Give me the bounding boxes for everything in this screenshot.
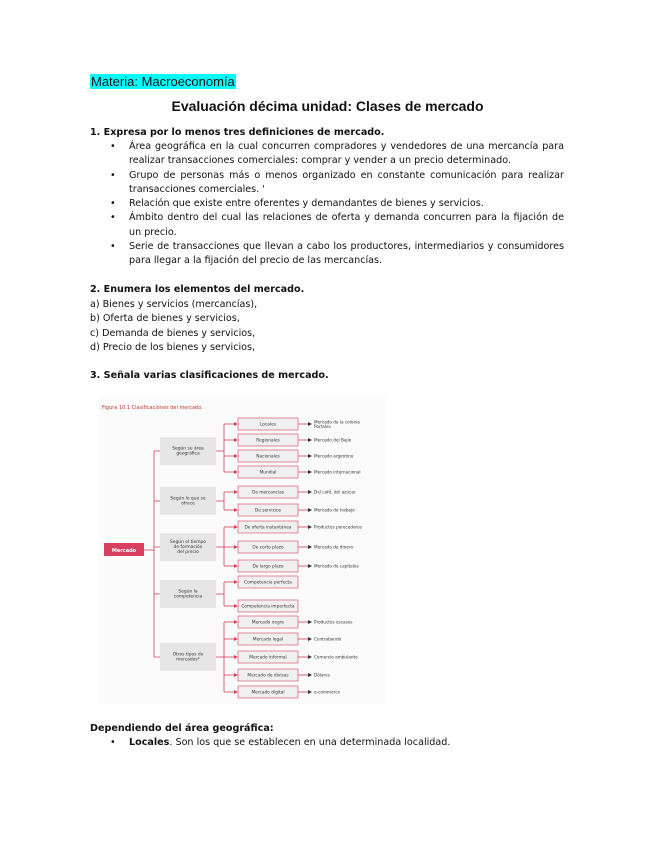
list-item: • Serie de transacciones que llevan a cabo los productores, intermediarios y consumidores para llegar a la fijación del precio de las mercancías. — [110, 241, 564, 267]
example-label: Productos escasos — [314, 619, 353, 625]
bullet-icon: • — [110, 198, 116, 210]
example-label: Mercado internacional — [314, 469, 361, 475]
category-label: Locales — [259, 422, 277, 428]
definitions-list — [90, 140, 564, 269]
group-label: Según la competencia — [173, 589, 203, 600]
category-label: Regionales — [256, 438, 280, 444]
example-label: Mercado de dinero — [314, 544, 354, 550]
list-item: c) Demanda de bienes y servicios, — [90, 327, 256, 339]
term-locales: Locales — [129, 737, 170, 748]
term-description: . Son los que se establecen en una determinada localidad. — [169, 737, 451, 748]
bullet-icon: • — [110, 737, 116, 748]
group-label: Según su área geográfica — [172, 446, 204, 457]
subject-label: Materia: Macroeconomía — [91, 74, 235, 89]
bullet-icon: • — [110, 212, 116, 224]
category-label: De largo plazo — [252, 564, 284, 570]
list-item — [90, 736, 564, 750]
market-classification-figure — [98, 396, 386, 704]
example-label: Comercio ambulante — [314, 654, 358, 660]
list-item: d) Precio de los bienes y servicios, — [90, 341, 256, 353]
category-label: Mercado de divisas — [247, 673, 289, 679]
bullet-icon: • — [110, 141, 116, 152]
category-label: Mercado digital — [251, 690, 285, 696]
elements-list — [90, 298, 257, 355]
list-item: • Ámbito dentro del cual las relaciones de oferta y demanda concurren para la fijación de un precio. — [110, 212, 564, 238]
example-label: e-commerce — [314, 689, 341, 695]
example-label: Mercado de capitales — [314, 563, 359, 569]
category-label: De servicios — [254, 508, 282, 514]
category-label: De corto plazo — [252, 545, 284, 551]
category-label: Mundial — [259, 470, 277, 476]
bullet-icon: • — [110, 169, 116, 181]
example-label: Mercado de la colonia Portales — [314, 419, 360, 429]
page-title: Evaluación décima unidad: Clases de mercado — [171, 98, 484, 114]
example-label: Del café, del azúcar — [314, 489, 356, 495]
figure-caption: Figura 10.1 Clasificaciones del mercado. — [102, 405, 203, 411]
group-label: Según lo que se ofrece — [170, 496, 206, 507]
geographic-area-heading: Dependiendo del área geográfica: — [90, 723, 274, 734]
group-label: Otros tipos de mercados* — [172, 652, 204, 663]
root-label: Mercado — [111, 548, 137, 554]
question-2-heading: 2. Enumera los elementos del mercado. — [90, 284, 305, 295]
category-label: Mercado negro — [251, 620, 285, 626]
list-item: • Grupo de personas más o menos organizado en constante comunicación para realizar transacciones comerciales. ' — [110, 169, 564, 195]
category-label: Nacionales — [256, 454, 280, 460]
category-label: Competencia perfecta — [244, 580, 292, 586]
list-item: a) Bienes y servicios (mercancías), — [90, 299, 258, 310]
category-label: De mercancías — [252, 490, 284, 496]
example-label: Mercado de trabajo — [314, 507, 355, 513]
category-label: De oferta instantánea — [244, 525, 292, 531]
category-label: Mercado informal — [249, 655, 287, 661]
list-item: • Relación que existe entre oferentes y demandantes de bienes y servicios. — [90, 197, 564, 211]
list-item: • Área geográfica en la cual concurren compradores y vendedores de una mercancía para realizar transacciones comerciales: comprar y vender a un precio determinado. — [110, 141, 564, 167]
example-label: Contrabando — [314, 636, 342, 642]
bullet-icon: • — [110, 241, 116, 253]
geographic-area-list — [90, 736, 564, 750]
question-3-heading: 3. Señala varias clasificaciones de mercado. — [90, 370, 329, 381]
list-item: b) Oferta de bienes y servicios, — [90, 313, 240, 325]
question-1-heading: 1. Expresa por lo menos tres definiciones de mercado. — [90, 127, 385, 138]
example-label: Dólares — [314, 672, 330, 678]
example-label: Productos perecederos — [314, 524, 362, 530]
group-label: Según el tiempo de formación del precio — [170, 540, 206, 555]
example-label: Mercado argentino — [314, 453, 354, 459]
example-label: Mercado del Bajío — [314, 437, 352, 443]
category-label: Competencia imperfecta — [241, 604, 295, 610]
category-label: Mercado legal — [252, 637, 284, 643]
